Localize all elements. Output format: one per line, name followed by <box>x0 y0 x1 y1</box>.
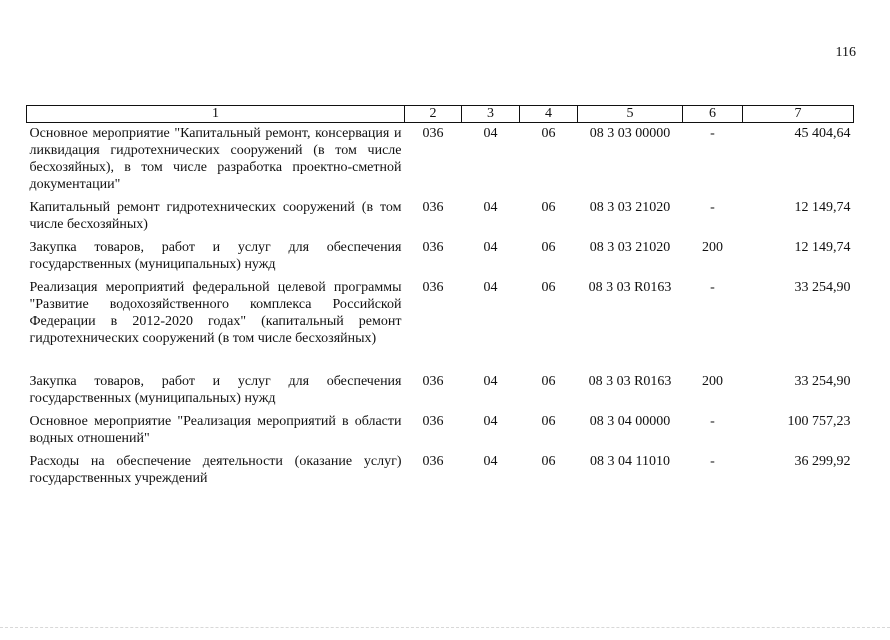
table-row <box>27 197 854 237</box>
page-number: 116 <box>835 45 856 60</box>
table-row <box>27 371 854 411</box>
target-item-code: 08 3 03 21020 <box>589 200 671 215</box>
column-header: 2 <box>405 106 462 123</box>
expense-type-code: - <box>710 414 715 429</box>
column-header: 5 <box>578 106 683 123</box>
row-description: Закупка товаров, работ и услуг для обеспечения государственных (муниципальных) нужд <box>29 374 402 406</box>
target-item-code: 08 3 04 11010 <box>590 454 670 469</box>
ministry-code: 036 <box>422 414 444 429</box>
column-header: 3 <box>462 106 520 123</box>
row-description: Закупка товаров, работ и услуг для обеспечения государственных (муниципальных) нужд <box>29 240 402 272</box>
amount: 100 757,23 <box>787 414 851 429</box>
ministry-code: 036 <box>422 240 444 255</box>
column-header: 1 <box>27 106 405 123</box>
section-code: 04 <box>483 280 498 295</box>
section-code: 04 <box>483 414 498 429</box>
subsection-code: 06 <box>541 414 556 429</box>
amount: 12 149,74 <box>794 240 851 255</box>
ministry-code: 036 <box>422 374 444 389</box>
expense-type-code: 200 <box>702 374 723 389</box>
expense-type-code: - <box>710 126 715 141</box>
row-description: Реализация мероприятий федеральной целевой программы "Развитие водохозяйственного комплекса Российской Федерации в 2012-2020 годах" (капитальный ремонт гидротехнических сооружений (в том числе бесхозяйных) <box>29 280 402 346</box>
page-bottom-edge <box>0 627 890 628</box>
section-code: 04 <box>483 240 498 255</box>
section-code: 04 <box>483 374 498 389</box>
subsection-code: 06 <box>541 240 556 255</box>
amount: 36 299,92 <box>794 454 851 469</box>
target-item-code: 08 3 03 R0163 <box>588 280 672 295</box>
section-code: 04 <box>483 200 498 215</box>
table-row <box>27 277 854 351</box>
section-code: 04 <box>483 454 498 469</box>
subsection-code: 06 <box>541 200 556 215</box>
row-description: Основное мероприятие "Реализация мероприятий в области водных отношений" <box>29 414 402 446</box>
subsection-code: 06 <box>541 126 556 141</box>
row-spacer <box>27 351 854 371</box>
table-row <box>27 411 854 451</box>
row-description: Основное мероприятие "Капитальный ремонт, консервация и ликвидация гидротехнических сооружений (в том числе бесхозяйных), в том числе разработка проектно-сметной документации" <box>29 126 402 192</box>
column-header: 4 <box>520 106 578 123</box>
column-header: 6 <box>683 106 743 123</box>
row-description: Капитальный ремонт гидротехнических сооружений (в том числе бесхозяйных) <box>29 200 402 232</box>
target-item-code: 08 3 03 R0163 <box>588 374 672 389</box>
ministry-code: 036 <box>422 200 444 215</box>
table-row <box>27 451 854 491</box>
subsection-code: 06 <box>541 280 556 295</box>
budget-table <box>26 105 854 491</box>
amount: 45 404,64 <box>794 126 851 141</box>
amount: 33 254,90 <box>794 374 851 389</box>
row-description: Расходы на обеспечение деятельности (оказание услуг) государственных учреждений <box>29 454 402 486</box>
column-header: 7 <box>743 106 854 123</box>
amount: 33 254,90 <box>794 280 851 295</box>
amount: 12 149,74 <box>794 200 851 215</box>
expense-type-code: - <box>710 280 715 295</box>
target-item-code: 08 3 04 00000 <box>589 414 671 429</box>
column-number-header <box>27 106 854 123</box>
section-code: 04 <box>483 126 498 141</box>
subsection-code: 06 <box>541 374 556 389</box>
table-row <box>27 123 854 198</box>
ministry-code: 036 <box>422 280 444 295</box>
ministry-code: 036 <box>422 454 444 469</box>
table-row <box>27 237 854 277</box>
expense-type-code: - <box>710 454 715 469</box>
subsection-code: 06 <box>541 454 556 469</box>
ministry-code: 036 <box>422 126 444 141</box>
expense-type-code: 200 <box>702 240 723 255</box>
expense-type-code: - <box>710 200 715 215</box>
target-item-code: 08 3 03 21020 <box>589 240 671 255</box>
target-item-code: 08 3 03 00000 <box>589 126 671 141</box>
